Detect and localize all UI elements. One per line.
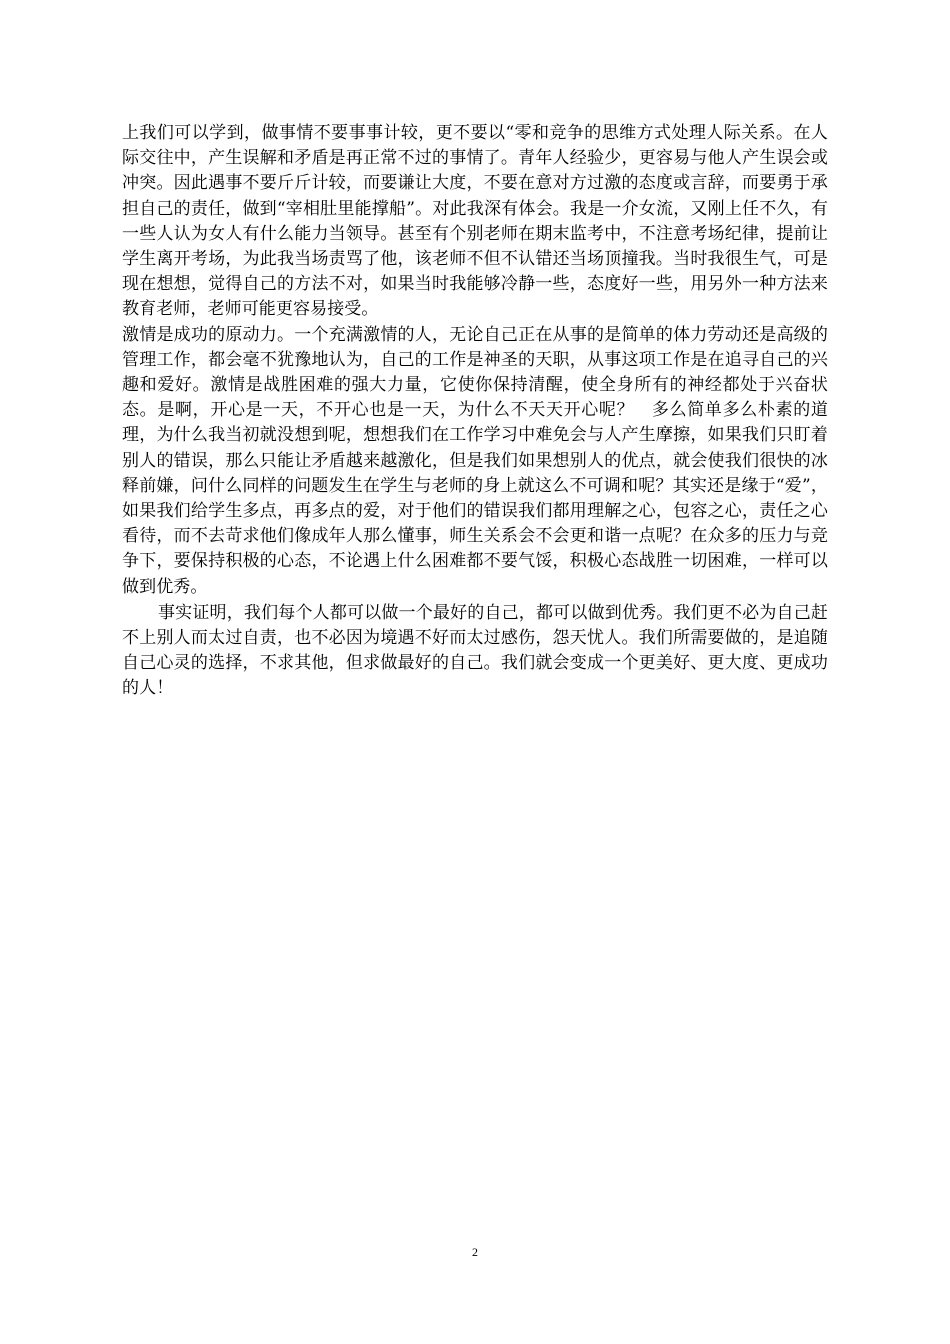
paragraph-3: 事实证明，我们每个人都可以做一个最好的自己，都可以做到优秀。我们更不必为自己赶不上别人而太过自责，也不必因为境遇不好而太过感伤，怨天忧人。我们所需要做的，是追随自己心灵的选择，不求其他，但求做最好的自己。我们就会变成一个更美好、更大度、更成功的人！ xyxy=(122,602,828,699)
paragraph-2: 激情是成功的原动力。一个充满激情的人，无论自己正在从事的是简单的体力劳动还是高级的管理工作，都会毫不犹豫地认为，自己的工作是神圣的天职，从事这项工作是在追寻自己的兴趣和爱好。激情是战胜困难的强大力量，它使你保持清醒，使全身所有的神经都处于兴奋状态。是啊，开心是一天，不开心也是一天，为什么不天天开心呢？ 多么简单多么朴素的道理，为什么我当初就没想到呢，想想我们在工作学习中难免会与人产生摩擦，如果我们只盯着别人的错误，那么只能让矛盾越来越激化，但是我们如果想别人的优点，就会使我们很快的冰释前嫌，问什么同样的问题发生在学生与老师的身上就这么不可调和呢？其实还是缘于“爱”，如果我们给学生多点，再多点的爱，对于他们的错误我们都用理解之心，包容之心，责任之心看待，而不去苛求他们像成年人那么懂事，师生关系会不会更和谐一点呢？在众多的压力与竞争下，要保持积极的心态，不论遇上什么困难都不要气馁，积极心态战胜一切困难，一样可以做到优秀。 xyxy=(122,324,828,597)
body-text xyxy=(122,121,828,702)
paragraph-1: 上我们可以学到，做事情不要事事计较，更不要以“零和竞争的思维方式处理人际关系。在人际交往中，产生误解和矛盾是再正常不过的事情了。青年人经验少，更容易与他人产生误会或冲突。因此遇事不要斤斤计较，而要谦让大度，不要在意对方过激的态度或言辞，而要勇于承担自己的责任，做到“宰相肚里能撑船”。对此我深有体会。我是一介女流，又刚上任不久，有一些人认为女人有什么能力当领导。甚至有个别老师在期末监考中，不注意考场纪律，提前让学生离开考场，为此我当场责骂了他，该老师不但不认错还当场顶撞我。当时我很生气，可是现在想想，觉得自己的方法不对，如果当时我能够冷静一些，态度好一些，用另外一种方法来教育老师，老师可能更容易接受。 xyxy=(122,123,828,320)
page-number: 2 xyxy=(472,1245,478,1259)
